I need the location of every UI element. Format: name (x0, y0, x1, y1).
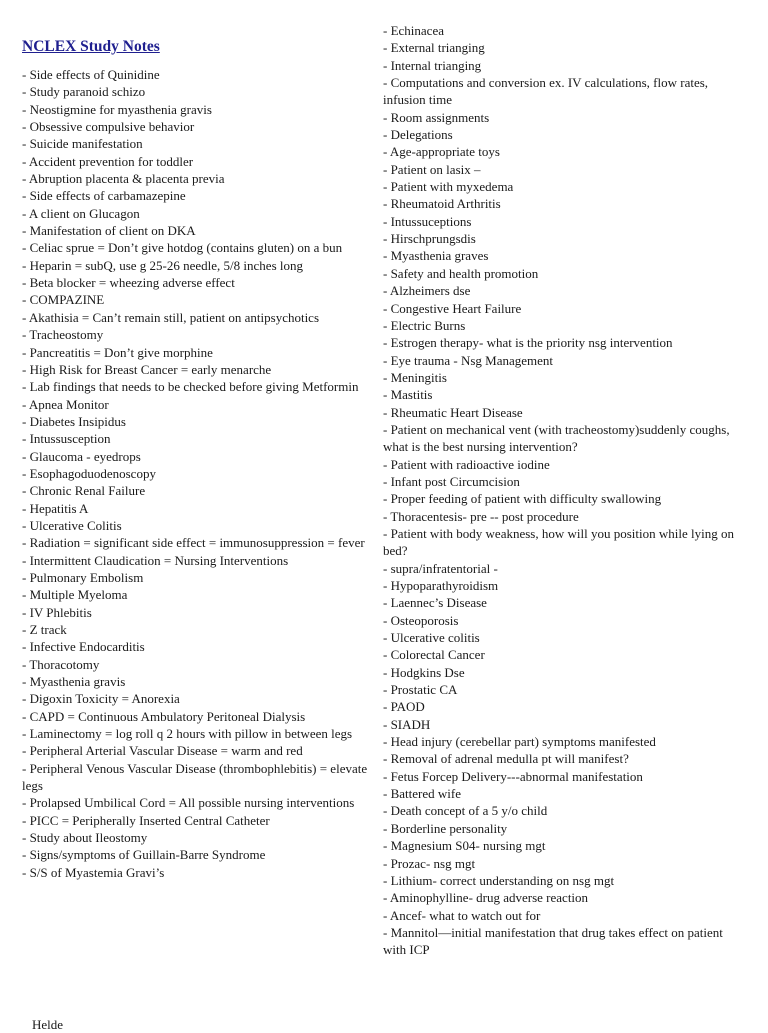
list-item: - Neostigmine for myasthenia gravis (22, 101, 212, 117)
list-item: - COMPAZINE (22, 292, 105, 308)
list-item: - Age-appropriate toys (383, 144, 500, 160)
list-item: - Lithium- correct understanding on nsg mgt (383, 872, 615, 888)
list-item: - Side effects of carbamazepine (22, 188, 186, 204)
list-item: - Chronic Renal Failure (22, 483, 146, 499)
list-item: - Infective Endocarditis (22, 639, 145, 655)
list-item: - Beta blocker = wheezing adverse effect (22, 275, 235, 291)
list-item: - Intussusception (22, 431, 111, 447)
list-item: - Death concept of a 5 y/o child (383, 803, 548, 819)
list-item: - Accident prevention for toddler (22, 153, 194, 169)
list-item: - Laminectomy = log roll q 2 hours with pillow in between legs (22, 726, 353, 742)
list-item: - Radiation = significant side effect = immunosuppression = fever (22, 535, 365, 551)
list-item: - Hepatitis A (22, 500, 89, 516)
list-item: - Prozac- nsg mgt (383, 855, 476, 871)
list-item: - supra/infratentorial - (383, 560, 498, 576)
list-item: - Safety and health promotion (383, 265, 539, 281)
list-item: - Study about Ileostomy (22, 830, 148, 846)
list-item: - Pancreatitis = Don’t give morphine (22, 344, 213, 360)
list-item: - Study paranoid schizo (22, 84, 146, 100)
list-item: - Proper feeding of patient with difficulty swallowing (383, 491, 662, 507)
list-item: - Estrogen therapy- what is the priority nsg intervention (383, 335, 673, 351)
list-item: - Akathisia = Can’t remain still, patient on antipsychotics (22, 309, 320, 325)
list-item: - High Risk for Breast Cancer = early menarche (22, 361, 272, 377)
list-item: - Obsessive compulsive behavior (22, 119, 195, 135)
list-item: - Computations and conversion ex. IV calculations, flow rates, infusion time (383, 75, 709, 108)
list-item: - Battered wife (383, 786, 461, 802)
list-item: - Mannitol—initial manifestation that drug takes effect on patient with ICP (383, 924, 723, 958)
list-item: - Peripheral Venous Vascular Disease (thrombophlebitis) = elevate legs (22, 760, 368, 794)
list-item: - Patient on mechanical vent (with tracheostomy)suddenly coughs, what is the best nursing intervention? (383, 421, 730, 455)
list-item: - Suicide manifestation (22, 136, 143, 152)
list-item: - Laennec’s Disease (383, 595, 487, 611)
list-item: - Tracheostomy (22, 327, 104, 343)
list-item: - Patient on lasix – (383, 161, 481, 177)
list-item: - Manifestation of client on DKA (22, 223, 196, 239)
list-item: - Intussuceptions (383, 213, 472, 229)
list-item: - Prostatic CA (383, 682, 458, 698)
list-item: - Infant post Circumcision (383, 473, 520, 489)
list-item: - Diabetes Insipidus (22, 413, 126, 429)
list-item: - SIADH (383, 716, 431, 732)
list-item: - Glaucoma - eyedrops (22, 448, 141, 464)
list-item: - Echinacea (383, 23, 444, 38)
list-item: - Hirschprungsdis (383, 231, 476, 247)
list-item: - Peripheral Arterial Vascular Disease = warm and red (22, 743, 303, 759)
list-item: - Intermittent Claudication = Nursing Interventions (22, 552, 289, 568)
list-item: - Eye trauma - Nsg Management (383, 352, 554, 368)
list-item: - Esophagoduodenoscopy (22, 465, 156, 481)
list-item: - IV Phlebitis (22, 604, 92, 620)
list-item: - Multiple Myeloma (22, 587, 128, 603)
list-item: - Myasthenia gravis (22, 674, 126, 690)
list-item: - Ulcerative colitis (383, 630, 480, 646)
list-item: - Abruption placenta & placenta previa (22, 171, 225, 187)
list-item: - Aminophylline- drug adverse reaction (383, 890, 589, 906)
list-item: - External trianging (383, 40, 485, 56)
list-item: - Prolapsed Umbilical Cord = All possible nursing interventions (22, 795, 355, 811)
list-item: - Thoracotomy (22, 656, 100, 672)
list-item: - Magnesium S04- nursing mgt (383, 838, 546, 854)
list-item: - Apnea Monitor (22, 396, 109, 412)
list-item: - Lab findings that needs to be checked before giving Metformin (22, 379, 359, 395)
list-item: - Head injury (cerebellar part) symptoms manifested (383, 734, 656, 750)
list-item: - Borderline personality (383, 820, 508, 836)
list-item: - Hypoparathyroidism (383, 578, 499, 593)
list-item: - Mastitis (383, 387, 433, 403)
list-item: - Delegations (383, 127, 453, 143)
page-title: NCLEX Study Notes (22, 38, 160, 55)
list-item: - CAPD = Continuous Ambulatory Peritoneal Dialysis (22, 708, 306, 724)
list-item: - Rheumatoid Arthritis (383, 196, 501, 212)
list-item: - Internal trianging (383, 57, 482, 73)
list-item: - Ulcerative Colitis (22, 517, 122, 533)
list-item: - Meningitis (383, 369, 447, 385)
list-item: - Ancef- what to watch out for (383, 907, 541, 923)
list-item: - Patient with radioactive iodine (383, 456, 550, 472)
list-item: - Osteoporosis (383, 612, 459, 628)
right-notes-list (383, 22, 747, 959)
list-item: - Alzheimers dse (383, 283, 471, 299)
list-item: - Fetus Forcep Delivery---abnormal manifestation (383, 768, 643, 784)
list-item: - Congestive Heart Failure (383, 300, 522, 316)
list-item: - Thoracentesis- pre -- post procedure (383, 508, 579, 524)
list-item: - Myasthenia graves (383, 248, 489, 264)
list-item: - PICC = Peripherally Inserted Central Catheter (22, 812, 270, 828)
list-item: - Electric Burns (383, 317, 466, 333)
list-item: - Patient with myxedema (383, 179, 514, 195)
list-item: - Celiac sprue = Don’t give hotdog (contains gluten) on a bun (22, 240, 343, 256)
list-item: - Rheumatic Heart Disease (383, 404, 523, 420)
list-item: - A client on Glucagon (22, 205, 140, 221)
list-item: - Z track (22, 622, 67, 637)
list-item: - PAOD (383, 699, 425, 715)
list-item: - Side effects of Quinidine (22, 67, 160, 82)
list-item: - Room assignments (383, 109, 490, 125)
list-item: - Colorectal Cancer (383, 647, 485, 663)
list-item: - Digoxin Toxicity = Anorexia (22, 691, 180, 707)
footer-text: Helde (32, 1017, 64, 1032)
left-notes-list (22, 66, 374, 881)
list-item: - Removal of adrenal medulla pt will manifest? (383, 751, 629, 767)
list-item: - Hodgkins Dse (383, 664, 465, 680)
list-item: - Pulmonary Embolism (22, 569, 144, 585)
list-item: - Signs/symptoms of Guillain-Barre Syndrome (22, 847, 266, 863)
list-item: - S/S of Myastemia Gravi’s (22, 864, 165, 880)
list-item: - Patient with body weakness, how will you position while lying on bed? (383, 525, 734, 559)
list-item: - Heparin = subQ, use g 25-26 needle, 5/8 inches long (22, 257, 303, 273)
